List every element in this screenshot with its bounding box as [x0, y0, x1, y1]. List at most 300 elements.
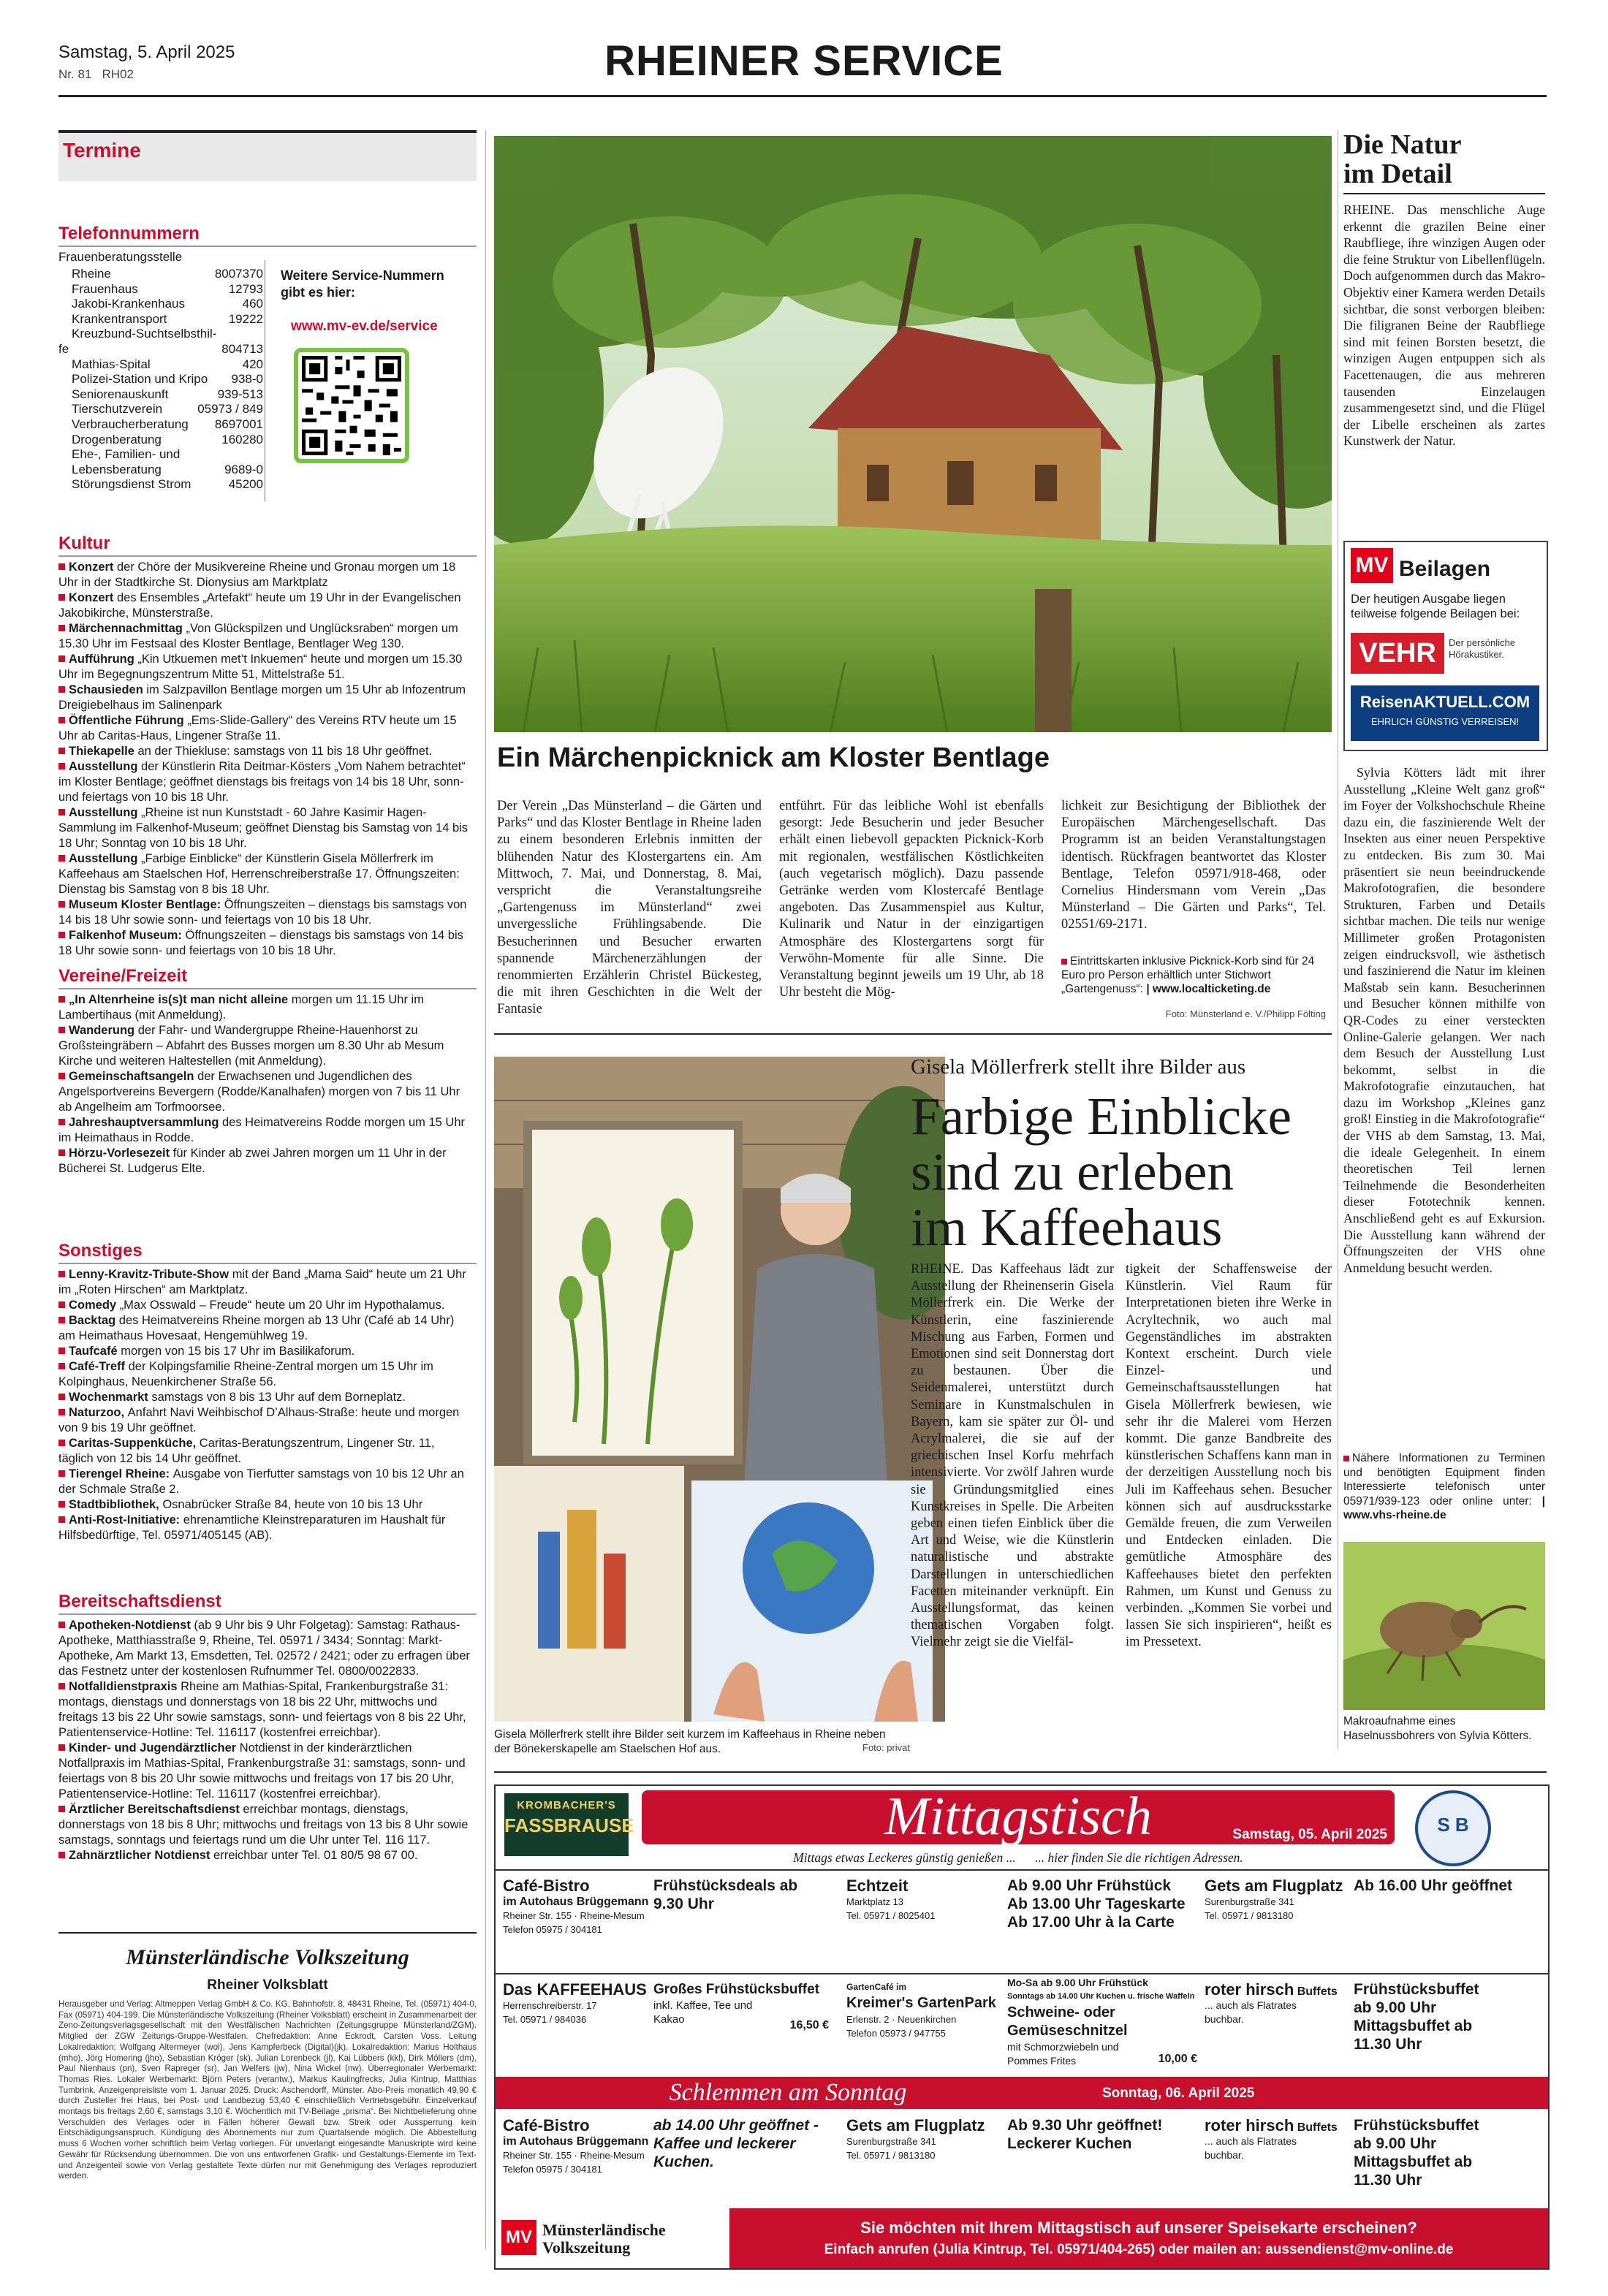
phone-number[interactable]: 939-513: [217, 387, 263, 401]
r3-cafe-tel: Telefon 05975 / 304181: [503, 2164, 602, 2175]
event-detail: „Von Glückspilzen und Unglücksraben“ morgen um 15.30 Uhr im Festsaal des Kloster Bentlage, Bentlager Weg 130.: [58, 622, 458, 650]
event-title: Wochenmarkt: [69, 1391, 152, 1404]
event-item: [58, 1344, 472, 1359]
mittag-slogan-right: ... hier finden Sie die richtigen Adressen.: [1035, 1850, 1243, 1865]
article2-headline-line3: im Kaffeehaus: [911, 1198, 1223, 1257]
phone-name: Mathias-Spital: [72, 357, 151, 371]
phone-number[interactable]: 938-0: [231, 372, 263, 387]
event-detail: „Rheine ist nun Kunststadt - 60 Jahre Kasimir Hagen-Sammlung im Falkenhof-Museum; geöffnet Dienstag bis Samstag von 14 bis 18 Uhr; Sonntag von 10 bis 18 Uhr.: [58, 806, 469, 850]
r3-roterhirsch-offer: Frühstücksbuffet ab 9.00 Uhr Mittagsbuffet ab 11.30 Uhr: [1354, 2117, 1479, 2189]
event-item: [58, 928, 472, 959]
reisen-sub: EHRLICH GÜNSTIG VERREISEN!: [1370, 716, 1520, 727]
impressum-logo: Münsterländische Volkszeitung: [126, 1945, 409, 1969]
impressum-rule: [58, 1932, 477, 1934]
event-item: [58, 1023, 472, 1069]
event-detail: der Chöre der Musikvereine Rheine und Gronau morgen um 18 Uhr in der Stadtkirche St. Dionysius am Marktplatz: [58, 560, 456, 589]
r3-gets-tel: Tel. 05971 / 9813180: [846, 2150, 936, 2161]
event-title: Caritas-Suppenküche,: [69, 1437, 200, 1450]
event-item: [58, 1802, 472, 1848]
event-item: [58, 1146, 472, 1176]
event-title: Zahnärztlicher Notdienst: [69, 1849, 214, 1862]
r2-kreimer-offer-title: Schweine- oder Gemüseschnitzel: [1007, 2004, 1128, 2039]
seal-text: S B: [1437, 1814, 1469, 1836]
phone-number[interactable]: 05973 / 849: [197, 402, 263, 417]
r2-kaffeehaus-offer-sub: inkl. Kaffee, Tee und Kakao: [653, 1999, 753, 2026]
event-detail: Notdienst in der kinderärztlichen Notfallpraxis im Mathias-Spital, Frankenburgstraße 31: samstags, sonn- und feiertags von 8 bis 20 Uhr sowie mittwochs und freitags von 17 bis 20 Uhr, Patientenservice-Hotline: Tel. 116117 (kostenfrei erreichbar).: [58, 1741, 466, 1801]
termine-heading: Termine: [63, 139, 141, 161]
r2-kaffeehaus-offer: [653, 1980, 829, 2031]
mittagstisch-ad: [494, 1784, 1550, 2270]
service-box: [270, 260, 477, 501]
r2-kreimer-offer-top: Mo-Sa ab 9.00 Uhr Frühstück: [1007, 1977, 1148, 1988]
right-info-url[interactable]: www.vhs-rheine.de: [1343, 1509, 1446, 1521]
article1-info-url[interactable]: | www.localticketing.de: [1146, 983, 1271, 995]
header-rule: [58, 95, 1547, 97]
bullet-icon: [58, 748, 65, 754]
phone-name: Kreuzbund-Suchtselbsthil-: [72, 327, 217, 341]
r3-gets-addr: Surenburgstraße 341: [846, 2136, 936, 2147]
fassbrause-top: KROMBACHER'S: [517, 1799, 616, 1812]
event-item: [58, 621, 472, 652]
phone-row: [58, 266, 263, 281]
event-detail: des Heimatvereins Rheine morgen ab 13 Uhr (Café ab 14 Uhr) am Heimathaus Hovesaat, Hengemühlweg 19.: [58, 1314, 455, 1342]
article1-rule: [494, 1033, 1332, 1035]
event-detail: im Salzpavillon Bentlage morgen um 15 Uhr ab Infozentrum Dreigiebelhaus im Salinenpark: [58, 683, 466, 712]
event-item: [58, 1497, 472, 1513]
r2-kaffeehaus-price: 16,50 €: [789, 2019, 829, 2031]
phone-name: Frauenhaus: [72, 281, 138, 296]
event-detail: Osnabrücker Straße 84, heute von 10 bis 13 Uhr: [162, 1498, 423, 1511]
r2-roterhirsch-suffix: Buffets: [1297, 1985, 1338, 1998]
article2-col2: tigkeit der Schaffensweise der Künstlerin. Viel Raum für Interpretationen bieten ihre Werke in Acryltechnik, wo auch mal Gegenständliches im abstrakten Kontext erscheint. Durch viele Einzel- und Gemeinschaftsausstellungen hat Gisela Möllerfrerk bewiesen, wie sehr ihr die Malerei vom Herzen kommt. Die ganze Bandbreite des künstlerischen Schaffens kann man in der derzeitigen Ausstellung noch bis Juli im Kaffeehaus sehen. Besucher können sich auf ausdrucksstarke Gemälde freuen, die zum Verweilen und Entdecken einladen. Die gemütliche Atmosphäre des Kaffeehauses bietet den perfekten Rahmen, um Kunst und Genuss zu verbinden. „Kommen Sie vorbei und lassen Sie sich inspirieren“, heißt es im Pressetext.: [1126, 1262, 1332, 1650]
bullet-icon: [58, 932, 65, 938]
event-item: [58, 1069, 472, 1115]
qr-code-image: [298, 352, 405, 459]
event-title: Apotheken-Notdienst: [69, 1619, 194, 1632]
event-detail: an der Thiekluse: samstags von 11 bis 18 Uhr geöffnet.: [137, 745, 433, 758]
bullet-icon: [58, 1363, 65, 1369]
bullet-icon: [58, 1516, 65, 1523]
bullet-icon: [58, 594, 65, 601]
r2-kreimer-tel: Telefon 05973 / 947755: [846, 2028, 946, 2039]
phone-name: Seniorenauskunft: [72, 387, 169, 401]
event-item: [58, 897, 472, 928]
mittag-slogan-left: Mittags etwas Leckeres günstig genießen ...: [793, 1850, 1016, 1865]
event-detail: der Kolpingsfamilie Rheine-Zentral morgen um 15 Uhr im Kolpinghaus, Neuenkirchener Straße 56.: [58, 1360, 433, 1388]
event-detail: Rheine am Mathias-Spital, Frankenburgstraße 31: montags, dienstags und donnerstags von 18 bis 22 Uhr, mittwochs und freitags 13 bis 22 Uhr sowie samstags, sonn- und feiertags von 8 bis 22 Uhr, Patientenservice-Hotline: Tel. 116117 (kostenfrei erreichbar).: [58, 1680, 466, 1739]
article2-headline: [911, 1089, 1292, 1255]
r1-cafe-addr: Rheiner Str. 155 · Rheine-Mesum: [503, 1910, 645, 1921]
bullet-icon: [1061, 959, 1067, 965]
event-detail: „Max Osswald – Freude“ heute um 20 Uhr im Hypothalamus.: [119, 1299, 445, 1312]
event-title: Lenny-Kravitz-Tribute-Show: [69, 1268, 232, 1281]
bullet-icon: [58, 1394, 65, 1400]
phone-row: [58, 296, 263, 311]
phone-number[interactable]: 8697001: [214, 417, 263, 431]
event-title: Aufführung: [69, 653, 138, 666]
phone-number[interactable]: 12793: [228, 281, 263, 296]
mittag-top-rule: [494, 1771, 1547, 1773]
event-title: Falkenhof Museum:: [69, 929, 186, 942]
r1-cafe[interactable]: [503, 1877, 649, 1936]
event-title: Öffentliche Führung: [69, 714, 188, 727]
event-detail: des Heimatvereins Rodde morgen um 15 Uhr im Heimathaus in Rodde.: [58, 1116, 465, 1144]
event-title: Gemeinschaftsangeln: [69, 1070, 198, 1083]
mittag-slogan: [642, 1850, 1395, 1866]
event-item: [58, 713, 472, 744]
edition-code: RH02: [102, 67, 134, 81]
row1-rule: [496, 1869, 1548, 1871]
phone-row: [58, 417, 263, 432]
r2-kreimer-pre: GartenCafé im: [846, 1982, 907, 1992]
service-link[interactable]: www.mv-ev.de/service: [291, 319, 438, 334]
event-detail: Ausgabe von Tierfutter samstags von 10 bis 12 Uhr an der Schmale Straße 2.: [58, 1467, 464, 1496]
event-item: [58, 992, 472, 1023]
fassbrause-logo: [504, 1793, 634, 1856]
sonntag-title: Schlemmen am Sonntag: [669, 2079, 907, 2106]
r2-roterhirsch-offer: Frühstücksbuffet ab 9.00 Uhr Mittagsbuffet ab 11.30 Uhr: [1354, 1981, 1479, 2053]
event-title: Ausstellung: [69, 852, 142, 865]
r1-gets[interactable]: [1205, 1877, 1351, 1923]
phone-name: Ehe-, Familien- und: [72, 447, 181, 462]
bullet-icon: [58, 901, 65, 908]
phone-row: [58, 446, 263, 462]
event-item: [58, 590, 472, 621]
bullet-icon: [1343, 1456, 1349, 1461]
r3-roterhirsch-sub: ... auch als Flatrates buchbar.: [1205, 2135, 1297, 2161]
page-title: RHEINER SERVICE: [604, 37, 1004, 85]
r1-gets-tel: Tel. 05971 / 9813180: [1205, 1910, 1294, 1921]
event-title: Tierengel Rheine:: [69, 1467, 173, 1480]
bullet-icon: [58, 1119, 65, 1125]
r3-gets[interactable]: [846, 2116, 993, 2162]
issue-date: Samstag, 5. April 2025: [58, 42, 235, 62]
mittag-date: Samstag, 05. April 2025: [1232, 1827, 1387, 1842]
telefon-intro: Frauenberatungsstelle: [58, 250, 183, 264]
event-item: [58, 1405, 472, 1436]
r1-cafe-sub: im Autohaus Brüggemann: [503, 1896, 649, 1908]
bullet-icon: [58, 563, 65, 570]
phone-name: Drogenberatung: [72, 432, 162, 446]
bullet-icon: [58, 655, 65, 662]
event-detail: der Erwachsenen und Jugendlichen des Angelsportvereins Bevergern (Rodde/Kanalhafen) morgen von 7 bis 11 Uhr ab Angelheim am Torfmoorsee.: [58, 1070, 460, 1114]
phone-number[interactable]: 420: [242, 357, 263, 371]
col-divider-left: [485, 130, 486, 2249]
phone-number[interactable]: 19222: [228, 311, 263, 326]
r3-cafe-offer: ab 14.00 Uhr geöffnet - Kaffee und leckerer Kuchen.: [653, 2117, 819, 2170]
r3-gets-name: Gets am Flugplatz: [846, 2116, 985, 2135]
event-title: Stadtbibliothek,: [69, 1498, 163, 1511]
event-item: [58, 683, 472, 713]
phone-row: [58, 341, 263, 357]
kultur-heading: Kultur: [58, 533, 477, 557]
bullet-icon: [58, 1501, 65, 1508]
event-item: [58, 805, 472, 851]
row2-rule: [496, 1973, 1548, 1974]
phone-row: [58, 432, 263, 447]
r3-roterhirsch[interactable]: [1205, 2116, 1351, 2162]
article2-headline-line2: sind zu erleben: [911, 1142, 1234, 1201]
event-detail: morgen von 15 bis 17 Uhr im Basilikaforum.: [121, 1345, 355, 1358]
right-title-line2: im Detail: [1343, 159, 1452, 189]
phone-row: [58, 387, 263, 402]
event-item: [58, 1679, 472, 1741]
event-detail: Öffnungszeiten – dienstags bis samstags von 14 bis 18 Uhr sowie sonn- und feiertags von 10 bis 18 Uhr.: [58, 929, 463, 957]
event-item: [58, 1436, 472, 1467]
event-detail: samstags von 8 bis 13 Uhr auf dem Borneplatz.: [151, 1391, 406, 1404]
event-item: [58, 1359, 472, 1390]
bullet-icon: [58, 1622, 65, 1628]
right-info-url-wrap[interactable]: | www.vhs-rheine.de: [1343, 1494, 1545, 1521]
article1-headline: Ein Märchenpicknick am Kloster Bentlage: [497, 742, 1050, 773]
phone-name: Verbraucherberatung: [72, 417, 189, 431]
phone-number[interactable]: 160280: [221, 432, 263, 446]
termine-box: [58, 130, 477, 181]
bullet-icon: [58, 1073, 65, 1079]
event-title: Comedy: [69, 1299, 120, 1312]
bullet-icon: [58, 1470, 65, 1477]
article1-url[interactable]: www.localticketing.de: [1152, 983, 1271, 995]
right-info-text: Nähere Informationen zu Terminen und benötigten Equipment finden Interessierte telefonisch unter 05971/939-123 oder online unter:: [1343, 1452, 1545, 1508]
event-title: Märchennachmittag: [69, 622, 186, 635]
event-detail: Caritas-Beratungszentrum, Lingener Str. 11, täglich von 12 bis 14 Uhr geöffnet.: [58, 1437, 435, 1465]
right-title-rule: [1343, 193, 1545, 194]
r3-gets-offer: Ab 9.30 Uhr geöffnet! Leckerer Kuchen: [1007, 2117, 1163, 2152]
bullet-icon: [58, 855, 65, 862]
event-detail: der Künstlerin Rita Deitmar-Kösters „Vom Nahem betrachtet“ im Kloster Bentlage; geöffnet dienstags bis freitags von 14 bis 18 Uhr, sonn- und feiertags von 10 bis 18 Uhr.: [58, 760, 466, 804]
r2-kreimer[interactable]: [846, 1980, 1000, 2040]
r3-cafe-name: Café-Bistro: [503, 2116, 590, 2135]
event-title: Ausstellung: [69, 806, 142, 819]
phone-number[interactable]: 45200: [228, 477, 263, 492]
service-text: Weitere Service-Nummern gibt es hier:: [281, 268, 444, 300]
r1-echtzeit-addr: Marktplatz 13: [846, 1896, 904, 1907]
reisen-logo: ReisenAKTUELL.COM: [1359, 693, 1531, 711]
event-title: Thiekapelle: [69, 745, 138, 758]
article1-info-text: Eintrittskarten inklusive Picknick-Korb sind für 24 Euro pro Person erhältlich unter Stichwort „Gartengenuss“:: [1061, 955, 1315, 995]
phone-number[interactable]: 460: [242, 297, 263, 311]
event-title: Backtag: [69, 1314, 119, 1327]
r2-kreimer-name: Kreimer's GartenPark: [846, 1995, 996, 2011]
event-item: [58, 1390, 472, 1405]
r2-kreimer-offer-sub: mit Schmorzwiebeln und Pommes Frites: [1007, 2041, 1119, 2067]
issue-nr: Nr. 81: [58, 67, 92, 81]
beilagen-text: Der heutigen Ausgabe liegen teilweise folgende Beilagen bei:: [1351, 593, 1520, 620]
r2-roterhirsch-sub: ... auch als Flatrates buchbar.: [1205, 1999, 1297, 2025]
photo2-credit: Foto: privat: [862, 1742, 911, 1753]
event-detail: des Ensembles „Artefakt“ heute um 19 Uhr in der Evangelischen Jakobikirche, Münsterstraße.: [58, 591, 461, 620]
r2-kaffeehaus-name: Das KAFFEEHAUS: [503, 1980, 647, 1999]
r3-cafe-sub: im Autohaus Brüggemann: [503, 2135, 649, 2148]
sonntag-date: Sonntag, 06. April 2025: [1102, 2086, 1255, 2101]
bullet-icon: [58, 1744, 65, 1751]
r2-kreimer-offer: [1007, 1976, 1197, 2068]
right-intro: RHEINE. Das menschliche Auge erkennt die grazilen Beine einer Raubfliege, ihre winzigen Augen oder die feine Struktur von Libellenflügeln. Doch aufgenommen durch das Makro-Objektiv einer Kamera werden Details sichtbar, die sonst verborgen bleiben: Die filigranen Beine der Raubfliege sind mit feinen Borsten besetzt, die winzigen Augen entpuppen sich als Facettenaugen, die aus mehreren tausenden Einzelaugen zusammengesetzt sind, und die Flügel der Libelle erscheinen als zartes Kunstwerk der Natur.: [1343, 202, 1545, 449]
fassbrause-name: FASSBRAUSE: [504, 1814, 634, 1836]
event-detail: mit der Band „Mama Said“ heute um 21 Uhr im „Roten Hirschen“ am Marktplatz.: [58, 1268, 466, 1296]
event-title: Ärztlicher Bereitschaftsdienst: [69, 1803, 243, 1816]
qr-code[interactable]: [294, 348, 409, 463]
bullet-icon: [58, 1301, 65, 1308]
phone-number[interactable]: 8007370: [214, 267, 263, 281]
r3-roterhirsch-name: roter hirsch: [1205, 2116, 1294, 2135]
vehr-logo: VEHR: [1351, 633, 1444, 674]
event-title: Hörzu-Vorlesezeit: [69, 1147, 173, 1160]
bullet-icon: [58, 809, 65, 816]
article2-col1: RHEINE. Das Kaffeehaus lädt zur Ausstellung der Rheinenserin Gisela Möllerfrerk ein. Die Werke der Künstlerin, eine faszinierende Mischung aus Farben, Formen und Emotionen sind seit Donnerstag dort zu bestaunen. Über die Seidenmalerei, unterstützt durch Seminare in Kunstmalschulen in Bayern, kam sie später zur Öl- und Acrylmalerei, die sie auf der griechischen Insel Korfu mehrfach intensivierte. Vor zwölf Jahren wurde sie Gründungsmitglied eines Kunstkreises in Spelle. Die Arbeiten geben einen tiefen Einblick über die Art und Weise, wie die Künstlerin naturalistische und abstrakte Darstellungen in unterschiedlichen Facetten miteinander verknüpft. Ein Ausstellungsformat, das keinen thematischen Vorgaben folgt. Vielmehr zeigt sie die Vielfäl-: [911, 1262, 1114, 1650]
event-title: Konzert: [69, 591, 117, 604]
r2-kreimer-addr: Erlenstr. 2 · Neuenkirchen: [846, 2014, 957, 2025]
phone-row: [58, 311, 263, 327]
vereine-heading: Vereine/Freizeit: [58, 966, 477, 989]
r2-roterhirsch[interactable]: [1205, 1980, 1351, 2026]
sonstiges-heading: Sonstiges: [58, 1241, 477, 1264]
event-title: Naturzoo,: [69, 1406, 128, 1419]
bullet-icon: [58, 686, 65, 693]
phone-row: [58, 401, 263, 417]
bullet-icon: [58, 1683, 65, 1689]
seal-logo: [1415, 1790, 1491, 1866]
right-info: [1343, 1451, 1545, 1523]
phone-row: [58, 462, 263, 477]
event-item: [58, 851, 472, 897]
r2-kaffeehaus-tel: Tel. 05971 / 984036: [503, 2014, 587, 2025]
event-title: Notfalldienstpraxis: [69, 1680, 181, 1693]
article1-info: [1061, 954, 1326, 996]
event-item: [58, 1115, 472, 1146]
r1-cafe-tel: Telefon 05975 / 304181: [503, 1924, 602, 1935]
r2-kaffeehaus-offer-title: Großes Frühstücksbuffet: [653, 1982, 819, 1997]
event-item: [58, 1848, 472, 1863]
event-item: [58, 1513, 472, 1543]
event-detail: ehrenamtliche Kleinstreparaturen im Haushalt für Hilfsbedürftige, Tel. 05971/405145 (AB).: [58, 1513, 446, 1542]
right-title: [1343, 130, 1461, 189]
bullet-icon: [58, 1806, 65, 1812]
impressum-text: Herausgeber und Verlag: Altmeppen Verlag GmbH & Co. KG, Bahnhofstr. 8, 48431 Rheine, Tel. (05971) 404-0, Fax (05971) 404-199. Die Münsterländische Volkszeitung (Rheiner Volksblatt) erscheint in Zusammenarbeit der Zeno-Zeitungsverlagsgesellschaft mit den Westfälischen Nachrichten (Zeitungsgruppe Münsterland/ZGM). Mitglied der ZGW Zeitungs-Gruppe-Westfalen. Chefredaktion: Anne Eckrodt, Carsten Voss. Leitung Lokalredaktion: Wolfgang Altermeyer (wol), Jens Kampferbeck (Digital)(jk). Lokalredaktion: Marius Holthaus (mho), Jörg Homering (jho), Sebastian Kröger (sk), Julian Lorenbeck (jl), Kai Lübbers (kkl), Dirk Möllers (dm), Paul Nienhaus (pn), Sven Rapreger (sr), Jan Welfers (jw), Nina Wickel (nw). Überregionaler Werbemarkt: Thomas Ries. Lokaler Werbemarkt: Björn Peters (verantw.), Markus Kaulingfrecks, Julia Kintrup, Matthias Tumbrink. Anzeigenpreisliste vom 1. Januar 2025. Druck: Aschendorff, Münster. Abo-Preis monatlich 49,90 € durch Zusteller frei Haus, bei Post- und Landbezug 53,40 € einschließlich Vertriebsgebühr. Einzelverkauf montags bis freitags 2,60 €, samstags 3,10 €. Wöchentlich mit TV-Beilage „prisma“. Bei Nichtbelieferung ohne Verschulden des Verlages oder in Fällen höherer Gewalt bzw. Streik oder Aussperrung kein Entschädigungsanspruch. Kündigung des Abonnements nur zum Quartalsende möglich. Die Abbestellung muss 6 Wochen vorher schriftlich beim Verlag vorliegen. Für unverlangt eingesandte Manuskripte wird keine Gewähr für Rücksendung übernommen. Die von uns entworfenen Grafik- und Gestaltungs-Elemente im Text- und Anzeigenteil sowie von Verlag gestaltete Texte dürfen nur mit Genehmigung des Verlages reproduziert werden.: [58, 1999, 477, 2181]
vehr-ad: [1351, 633, 1541, 677]
event-title: Konzert: [69, 560, 117, 574]
r2-kreimer-offer-top2: Sonntags ab 14.00 Uhr Kuchen u. frische Waffeln: [1007, 1992, 1195, 2001]
event-detail: morgen um 11.15 Uhr im Lambertihaus (mit Anmeldung).: [58, 993, 424, 1022]
phone-name: fe: [58, 342, 69, 356]
bullet-icon: [58, 1347, 65, 1354]
r3-roterhirsch-suffix: Buffets: [1297, 2121, 1338, 2134]
weevil-caption: Makroaufnahme eines Haselnussbohrers von Sylvia Kötters.: [1343, 1715, 1532, 1742]
event-item: [58, 1618, 472, 1679]
phone-row: [58, 281, 263, 297]
footer-mv-logo: MV: [501, 2220, 536, 2255]
r1-gets-offer: Ab 16.00 Uhr geöffnet: [1354, 1877, 1513, 1894]
beilagen-box: [1343, 541, 1548, 751]
event-item: [58, 1298, 472, 1313]
event-detail: für Kinder ab zwei Jahren morgen um 11 Uhr in der Bücherei St. Ludgerus Elte.: [58, 1147, 447, 1175]
event-detail: Anfahrt Navi Weihbischof D’Alhaus-Straße: heute und morgen von 9 bis 19 Uhr geöffnet.: [58, 1406, 460, 1434]
event-title: „In Altenrheine is(s)t man nicht alleine: [69, 993, 292, 1006]
bullet-icon: [58, 1271, 65, 1277]
photo-weevil: [1343, 1542, 1545, 1710]
r3-cafe[interactable]: [503, 2116, 649, 2176]
event-detail: erreichbar unter Tel. 01 80/5 98 67 00.: [213, 1849, 418, 1862]
event-title: Museum Kloster Bentlage:: [69, 898, 224, 911]
bullet-icon: [58, 1852, 65, 1858]
phone-number[interactable]: 9689-0: [224, 462, 263, 476]
article1-col2: entführt. Für das leibliche Wohl ist ebenfalls gesorgt: Jede Besucherin und jeder Besucher erhält einen liebevoll gepackten Picknick-Korb mit regionalen, westfälischen Köstlichkeiten (auch vegetarisch möglich). Dazu passende Getränke werden vom Klostercafé Bentlage angeboten. Das Zusammenspiel aus Kultur, Kulinarik und Natur in der einzigartigen Atmosphäre des Klostergartens sorgt für Verwöhn-Momente für alle Sinne. Die Veranstaltung beginnt jeweils um 19 Uhr, ab 18 Uhr besteht die Mög-: [779, 799, 1044, 1000]
event-title: Anti-Rost-Initiative:: [69, 1513, 183, 1527]
event-detail: Öffnungszeiten – dienstags bis samstags von 14 bis 18 Uhr sowie sonn- und feiertags von 10 bis 18 Uhr.: [58, 898, 467, 927]
phone-row: [58, 357, 263, 372]
phone-name: Lebensberatung: [72, 462, 162, 476]
article1-col1: Der Verein „Das Münsterland – die Gärten und Parks“ und das Kloster Bentlage in Rheine laden zu einem besonderen Erlebnis inmitten der blühenden Natur des Klostergartens ein. Am Mittwoch, 7. Mai, und Donnerstag, 8. Mai, verspricht die Veranstaltungsreihe „Gartengenuss im Münsterland“ zwei unvergessliche Frühlingsabende. Die Besucherinnen und Besucher erwarten spannende Märchenerzählungen der renommierten Erzählerin Christel Bückesteg, die mit ihren Geschichten in die Welt der Fantasie: [497, 799, 762, 1017]
article2-headline-line1: Farbige Einblicke: [911, 1087, 1292, 1146]
photo2-caption: Gisela Möllerfrerk stellt ihre Bilder seit kurzem im Kaffeehaus in Rheine neben der Bönekerskapelle am Staelschen Hof aus.: [494, 1728, 886, 1755]
event-title: Café-Treff: [69, 1360, 129, 1373]
event-detail: „Ems-Slide-Gallery“ des Vereins RTV heute um 15 Uhr ab Caritas-Haus, Lingener Straße 11.: [58, 714, 457, 742]
bullet-icon: [58, 1409, 65, 1415]
event-detail: (ab 9 Uhr bis 9 Uhr Folgetag): Samstag: Rathaus-Apotheke, Matthiasstraße 9, Rheine, Tel. 05971 / 3434; Sonntag: Markt-Apotheke, Am Markt 13, Emsdetten, Tel. 02572 / 2421; oder zu erfragen über das Festnetz unter der kostenlosen Rufnummer Tel. 0800/0022833.: [58, 1619, 470, 1678]
event-detail: „Kin Utkuemen met’t Inkuemen“ heute und morgen um 15.30 Uhr im Begegnungszentrum Mitte 51, Mittelstraße 51.: [58, 653, 463, 681]
event-item: [58, 560, 472, 590]
r1-echtzeit-name: Echtzeit: [846, 1877, 909, 1895]
r2-kreimer-price: 10,00 €: [1158, 2053, 1197, 2065]
bullet-icon: [58, 1440, 65, 1446]
phone-number[interactable]: 804713: [221, 342, 263, 356]
phone-name: Polizei-Station und Kripo: [72, 372, 208, 387]
article2-kicker: Gisela Möllerfrerk stellt ihre Bilder aus: [911, 1055, 1246, 1079]
phone-row: [58, 371, 263, 387]
event-detail: „Farbige Einblicke“ der Künstlerin Gisela Möllerfrerk im Kaffeehaus am Staelschen Hof, Herrenschreiberstraße 17. Öffnungszeiten: Dienstag bis Samstag von 8 bis 18 Uhr.: [58, 852, 460, 896]
phone-row: [58, 326, 263, 341]
photo-artist: [494, 1057, 945, 1722]
r1-echtzeit[interactable]: [846, 1877, 993, 1923]
r1-echtzeit-offer: Ab 9.00 Uhr Frühstück Ab 13.00 Uhr Tageskarte Ab 17.00 Uhr à la Carte: [1007, 1877, 1186, 1931]
r1-cafe-name: Café-Bistro: [503, 1877, 590, 1895]
event-item: [58, 1267, 472, 1298]
event-detail: der Fahr- und Wandergruppe Rheine-Hauenhorst zu Großsteingräbern – Abfahrt des Busses morgen um 8.30 Uhr ab Mesum Kirche und weiteren Haltestellen (mit Anmeldung).: [58, 1024, 444, 1068]
r2-kaffeehaus[interactable]: [503, 1980, 649, 2026]
right-title-line1: Die Natur: [1343, 129, 1462, 160]
phone-name: Tierschutzverein: [72, 402, 163, 417]
bullet-icon: [58, 763, 65, 769]
mittag-title: Mittagstisch: [884, 1787, 1152, 1847]
footer-call[interactable]: Einfach anrufen (Julia Kintrup, Tel. 05971/404-265) oder mailen an: aussendienst@mv-online.de: [824, 2242, 1454, 2257]
event-title: Schausieden: [69, 683, 147, 696]
phone-name: Störungsdienst Strom: [72, 477, 191, 492]
event-item: [58, 1313, 472, 1344]
article1-credit: Foto: Münsterland e. V./Philipp Fölting: [1165, 1008, 1326, 1019]
event-item: [58, 652, 472, 683]
event-title: Jahreshauptversammlung: [69, 1116, 222, 1129]
event-title: Taufcafé: [69, 1345, 121, 1358]
footer-question: Sie möchten mit Ihrem Mittagstisch auf unserer Speisekarte erscheinen?: [860, 2219, 1417, 2237]
beilagen-title: Beilagen: [1399, 557, 1491, 581]
event-item: [58, 744, 472, 759]
reisen-ad: [1351, 685, 1539, 741]
event-item: [58, 1741, 472, 1802]
bereit-heading: Bereitschaftsdienst: [58, 1592, 477, 1615]
phone-name: Rheine: [72, 267, 111, 281]
right-body: Sylvia Kötters lädt mit ihrer Ausstellung „Kleine Welt ganz groß“ im Foyer der Volkshochschule Rheine dazu ein, die faszinierende Welt der Insekten aus einer neuen Perspektive zu entdecken. Bis zum 30. Mai präsentiert sie neun beeindruckende Makrofotografien, die besondere Strukturen, Farben und Details sichtbar machen. Die teils nur wenige Millimeter großen Protagonisten zeigen eindrucksvoll, wie ästhetisch und faszinierend die Natur im kleinen Maßstab sein kann. Besucherinnen und Besucher können mithilfe von QR-Codes zu einer versteckten Online-Galerie gelangen. Wer nach dem Besuch der Ausstellung Lust bekommt, selbst in die Makrofotografie einzutauchen, hat dazu im Workshop „Kleines ganz groß! Einstieg in die Makrofotografie“ der VHS ab dem Samstag, 13. Mai, die ideale Gelegenheit. In einem theoretischen Teil lernen Teilnehmende die Besonderheiten dieser Fototechnik kennen. Anschließend geht es auf Exkursion. Die Ausstellung kann während der Öffnungszeiten der VHS ohne Anmeldung besucht werden.: [1343, 765, 1545, 1275]
mv-logo: MV: [1351, 548, 1393, 583]
bullet-icon: [58, 1317, 65, 1323]
impressum-sub: Rheiner Volksblatt: [207, 1977, 328, 1993]
photo-kloster-bentlage: [494, 136, 1332, 732]
phone-name: Krankentransport: [72, 311, 167, 326]
event-detail: erreichbar montags, dienstags, donnerstags von 18 bis 8 Uhr; mittwochs und freitags von 13 bis 8 Uhr sowie samstags, sonntags und feiertags rund um die Uhr unter Tel. 116 117.: [58, 1803, 469, 1847]
r1-echtzeit-tel: Tel. 05971 / 8025401: [846, 1910, 936, 1921]
event-title: Wanderung: [69, 1024, 138, 1037]
bullet-icon: [58, 1149, 65, 1156]
bullet-icon: [58, 996, 65, 1003]
